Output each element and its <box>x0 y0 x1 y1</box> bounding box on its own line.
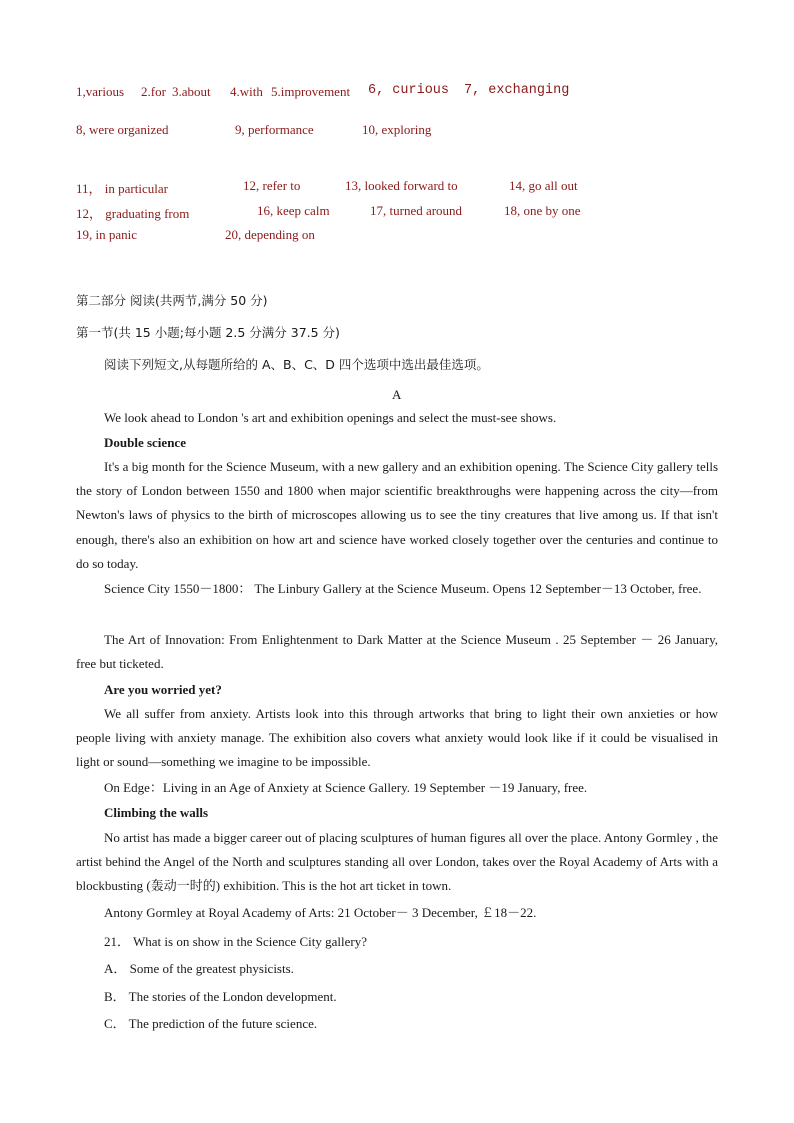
answer-18: 18, one by one <box>504 203 581 218</box>
info-art-of-innovation: The Art of Innovation: From Enlightenment to Dark Matter at the Science Museum . 25 September － 26 January, free but ticketed. <box>76 632 718 672</box>
answer-8: 8, were organized <box>76 122 169 137</box>
paragraph-gormley: No artist has made a bigger career out of placing sculptures of human figures all over the place. Antony Gormley , the artist behind the Angel of the North and sculptures standing all over London, takes over the Royal Academy of Arts with a blockbusting (轰动一时的) exhibition. This is the hot art ticket in town. <box>76 830 718 894</box>
instruction-text: 阅读下列短文,从每题所给的 A、B、C、D 四个选项中选出最佳选项。 <box>104 357 489 372</box>
answer-12: 12, refer to <box>243 178 301 193</box>
answer-11: 11， in particular <box>76 181 168 196</box>
answer-10: 10, exploring <box>362 122 432 137</box>
info-gormley: Antony Gormley at Royal Academy of Arts: 21 October－ 3 December, ￡18－22. <box>104 905 537 920</box>
paragraph-anxiety: We all suffer from anxiety. Artists look into this through artworks that bring to light their own anxieties or how people living with anxiety manage. The exhibition also covers what anxiety would look like if it could be visualised in light or sound—something we imagine to be impossible. <box>76 706 718 770</box>
answer-7: 7, exchanging <box>464 83 570 98</box>
heading-double-science: Double science <box>104 435 186 450</box>
answer-15: 12， graduating from <box>76 206 190 221</box>
info-science-city: Science City 1550－1800： The Linbury Gallery at the Science Museum. Opens 12 September－13 October, free. <box>104 581 702 596</box>
option-c: C． The prediction of the future science. <box>104 1016 318 1031</box>
answer-20: 20, depending on <box>225 227 315 242</box>
answer-14: 14, go all out <box>509 178 578 193</box>
answer-13: 13, looked forward to <box>345 178 458 193</box>
answer-5: 5.improvement <box>271 84 351 99</box>
option-b: B． The stories of the London development. <box>104 989 337 1004</box>
passage-letter: A <box>392 387 402 402</box>
section-heading: 第一节(共 15 小题;每小题 2.5 分满分 37.5 分) <box>76 325 340 340</box>
heading-anxiety: Are you worried yet? <box>104 682 222 697</box>
answer-9: 9, performance <box>235 122 314 137</box>
answer-2: 2.for <box>141 84 166 99</box>
heading-climbing-walls: Climbing the walls <box>104 805 209 820</box>
info-on-edge: On Edge：Living in an Age of Anxiety at Science Gallery. 19 September －19 January, free. <box>104 780 588 795</box>
paragraph-double-science: It's a big month for the Science Museum, with a new gallery and an exhibition opening. The Science City gallery tells the story of London between 1550 and 1800 when major scientific breakthroughs were happening across the city—from Newton's laws of physics to the birth of microscopes allowing us to see the tiny creatures that live among us. If that isn't enough, there's also an exhibition on how art and science have worked closely together over the centuries and continue to do so today. <box>76 459 718 571</box>
option-a: A． Some of the greatest physicists. <box>104 961 294 976</box>
answer-1: 1,various <box>76 84 125 99</box>
part-heading: 第二部分 阅读(共两节,满分 50 分) <box>76 293 268 308</box>
answer-17: 17, turned around <box>370 203 463 218</box>
answer-16: 16, keep calm <box>257 203 330 218</box>
question-21: 21． What is on show in the Science City gallery? <box>104 934 367 949</box>
passage-intro: We look ahead to London 's art and exhibition openings and select the must-see shows. <box>104 410 557 425</box>
answer-4: 4.with <box>230 84 263 99</box>
answer-19: 19, in panic <box>76 227 138 242</box>
answer-6: 6, curious <box>368 83 450 98</box>
answer-3: 3.about <box>172 84 211 99</box>
